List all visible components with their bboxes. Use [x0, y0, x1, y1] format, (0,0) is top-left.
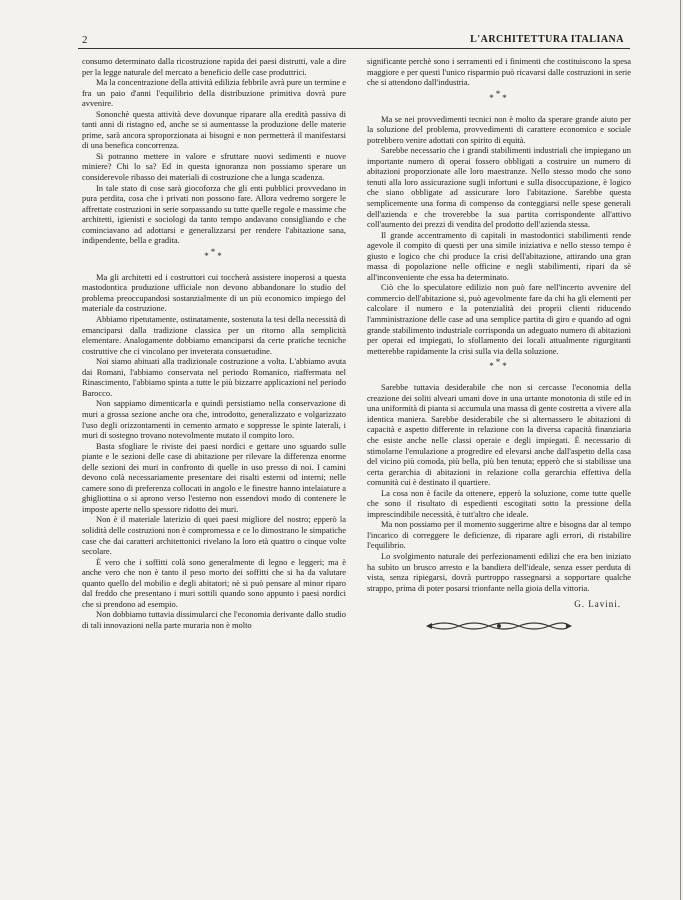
left-column [82, 56, 346, 630]
section-separator: *** [489, 88, 509, 103]
scan-edge-line [680, 0, 681, 900]
paragraph: consumo determinato dalla ricostruzione rapida dei paesi distrutti, vale a dire per la legge naturale del mercato a beneficio delle case produttrici. [82, 56, 346, 77]
paragraph: È vero che i soffitti colà sono generalmente di legno e leggeri; ma è anche vero che non è tanto il peso morto dei soffitti che si ha da valutare quanto quello del mobilio e degli abitatori; nè si può pensare al minor riparo dal freddo che presentano i muri sottili quando sono appunto i paesi nordici che si prendono ad esempio. [82, 556, 346, 609]
paragraph: Il grande accentramento di capitali in mastodontici stabilimenti rende agevole il compito di questi per una simile iniziativa e nello stesso tempo è giusto e logico che chi produce la crisi dell'abitazione, attirando una gran massa di popolazione nelle officine e negli stabilimenti, ripari da sè all'inconveniente che essa ha determinato. [367, 229, 631, 282]
paragraph: Ma la concentrazione della attività edilizia febbrile avrà pure un termine e fra un paio d'anni l'equilibrio della distribuzione primitiva dovrà pure avvenire. [82, 77, 346, 109]
paragraph: Abbiamo ripetutamente, ostinatamente, sostenuta la tesi della necessità di emanciparsi dalla tradizione classica per un ritorno alla semplicità elementare. Analogamente dobbiamo emanciparsi da certe pratiche tecniche costruttive che ci vincolano per inveterata consuetudine. [82, 314, 346, 356]
section-separator: *** [489, 357, 509, 372]
paragraph: Sarebbe necessario che i grandi stabilimenti industriali che impiegano un importante numero di operai fossero obbligati a costruire un numero di abitazioni proporzionate alle loro maestranze. Nello stesso modo che sono tenuti alla loro assicurazione sugli infortuni e sulla disoccupazione, è logico che siano obbligate ad assicurare loro l'abitazione. Sarebbe questa semplicemente una forma di compenso da conteggiarsi nelle spese generali dell'azienda e che troverebbe la sua partita corrispondente all'attivo coll'aumento dei prezzi di vendita del prodotto dell'azienda stessa. [367, 145, 631, 230]
page-header [78, 34, 630, 49]
decorative-ornament [424, 618, 574, 634]
paragraph: Ciò che lo speculatore edilizio non può fare nell'incerto avvenire del commercio dell'abitazione si, può agevolmente fare da chi ha gli elementi per calcolare il numero e la potenzialità dei proprii clienti riducendo l'amministrazione delle case ad una semplice partita di giro e quando ad ogni grande stabilimento industriale corrisponda un adeguato numero di abitazioni per operai ed impiegati, lo sfollamento dei locali attualmente rigurgitanti metterebbe rapidamente la crisi sulla via della soluzione. [367, 282, 631, 356]
paragraph: Non dobbiamo tuttavia dissimularci che l'economia derivante dallo studio di tali innovazioni nella parte muraria non è molto [82, 609, 346, 630]
running-title: L'ARCHITETTURA ITALIANA [470, 34, 624, 45]
paragraph: Non sappiamo dimenticarla e quindi persistiamo nella conservazione di muri a grossa sezione anche ora che, introdotto, generalizzato e volgarizzato l'uso degli orizzontamenti in cemento armato e soppresse le spinte laterali, i muri di sostegno trovano notevolmente mutato il compito loro. [82, 398, 346, 441]
paragraph: Lo svolgimento naturale dei perfezionamenti edilizi che era ben iniziato ha subìto un brusco arresto e la bandiera dell'ideale, senza esser perduta di vista, senza ripiegarsi, dovrà purtroppo rassegnarsi a sopportare qualche strappo, prima di poter posarsi trionfante nella gioia della vittoria. [367, 550, 631, 593]
paragraph: La cosa non è facile da ottenere, epperò la soluzione, come tutte quelle che sono il risultato di espedienti escogitati sotto la pressione della imprescindibile necessità, è tutt'altro che ideale. [367, 487, 631, 519]
paragraph: Ma se nei provvedimenti tecnici non è molto da sperare grande aiuto per la soluzione del problema, provvedimenti di carattere economico e sociale potrebbero venire adottati con spirito di equità. [367, 113, 631, 145]
paragraph: Sononchè questa attività deve dovunque riparare alla eredità passiva di tanti anni di ristagno ed, anche se si aumentasse la produzione delle materie prime, sarà ancora sproporzionata ai bisogni e non permetterà il manifestarsi di una benefica concorrenza. [82, 108, 346, 151]
paragraph: Noi siamo abituati alla tradizionale costruzione a volta. L'abbiamo avuta dai Romani, l'abbiamo conservata nel periodo Romanico, riaffermata nel Rinascimento, l'abbiamo spinta a tutte le più bizzarre applicazioni nel periodo Barocco. [82, 356, 346, 398]
paragraph: Basta sfogliare le riviste dei paesi nordici e gettare uno sguardo sulle piante e le sezioni delle case di abitazione per rilevare la differenza enorme delle sezioni dei muri in confronto di quelle in uso presso di noi. I camini devono colà necessariamente presentare dei risalti esterni od interni; nelle camere sono di preferenza collocati in angolo e le finestre hanno intelaiature a ghigliottina o si aprono verso l'esterno non essendovi modo di contenere le imposte aperte nello spessore ridotto dei muri. [82, 440, 346, 514]
paragraph: Non è il materiale laterizio di quei paesi migliore del nostro; epperò la solidità delle costruzioni non è compromessa e ce lo dimostrano le simpatiche case che dai caratteri architettonici rivelano la loro età quattro o cinque volte secolare. [82, 514, 346, 557]
paragraph: significante perchè sono i serramenti ed i finimenti che costituiscono la spesa maggiore e per questi l'unico risparmio può ricavarsi dalle costruzioni in serie che si attendono dall'industria. [367, 56, 631, 88]
right-column [367, 56, 631, 634]
paragraph: Si potranno mettere in valore e sfruttare nuovi sedimenti e nuove miniere? Chi lo sa? Ed in questa ignoranza non possiamo sperare un considerevole ribasso dei materiali di costruzione che a lunga scadenza. [82, 150, 346, 183]
author-signature: G. Lavini. [574, 599, 621, 610]
paragraph: Ma gli architetti ed i costruttori cui toccherà assistere inoperosi a questa mastodontica produzione ufficiale non devono abbandonare lo studio del problema preoccupandosi sostanzialmente di un più economico impiego del materiale da costruzione. [82, 271, 346, 314]
page-number: 2 [82, 34, 88, 46]
paragraph: Sarebbe tuttavia desiderabile che non si cercasse l'economia della creazione dei soliti alveari umani dove in una urtante monotonia di stile ed in una uniformità di pianta si accumula una massa di gente costretta a vivere alla identica maniera. Sarebbe desiderabile che si alternassero le abitazioni di capacità e aspetto differente in relazione con la diversa capacità finanziaria che esiste anche nelle classi operaie e degli impiegati. È necessario di stimolarne l'emulazione a progredire ed elevarsi anche dall'aspetto della casa del vicino più comoda, più bella, più ben tenuta; epperò che si stabilisse una certa gerarchia di abitazioni in relazione colla gerarchia effettiva della comunità cui è destinato il quartiere. [367, 382, 631, 488]
section-separator: *** [204, 246, 224, 261]
paragraph: Ma non possiamo per il momento suggerirne altre e bisogna dar al tempo l'incarico di correggere le deficienze, di riparare agli errori, di ristabilire l'equilibrio. [367, 519, 631, 551]
paragraph: In tale stato di cose sarà giocoforza che gli enti pubblici provvedano in pura perdita, cosa che i privati non possono fare. Allora vedremo sorgere le affrettate costruzioni in serie sorpassando su tutte quelle regole e massime che architetti, igienisti e sociologi da tanto tempo andavano consigliando e che cominciavano ad adottarsi e generalizzarsi per rendere l'abitazione sana, indipendente, bella e gradita. [82, 182, 346, 246]
